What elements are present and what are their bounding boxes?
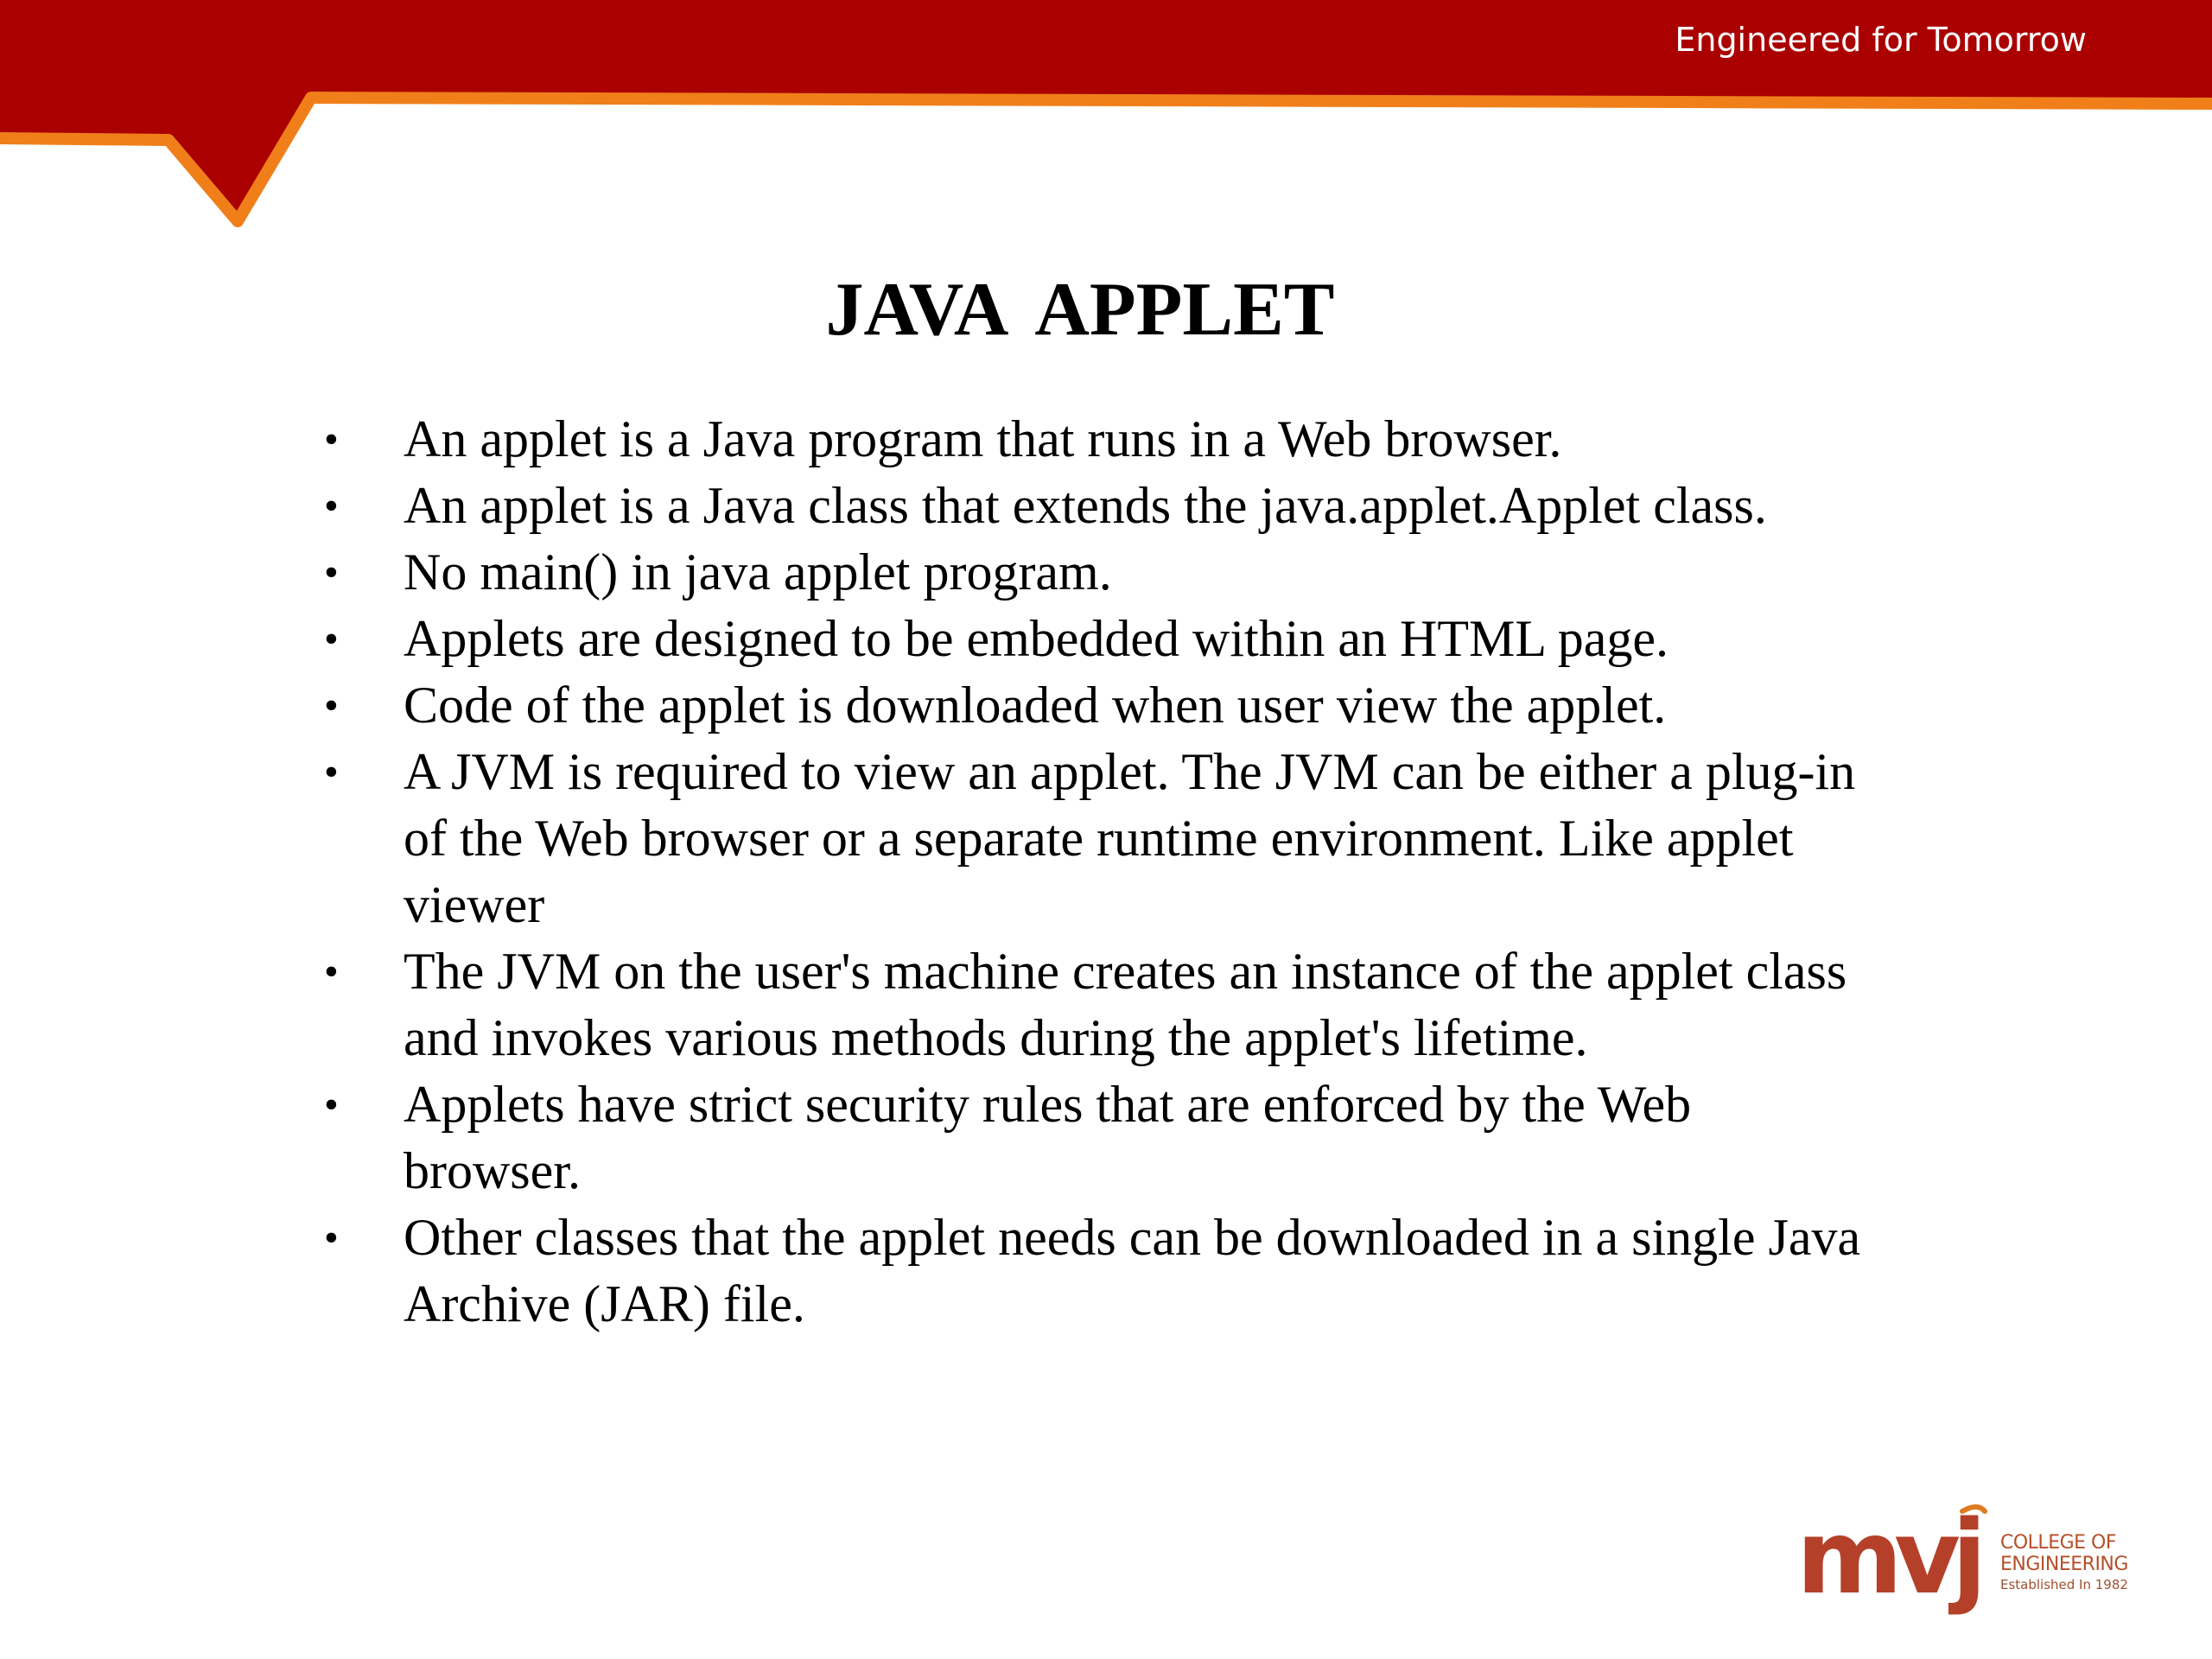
mvj-logo-icon bbox=[1793, 1499, 2000, 1620]
bullet-item bbox=[324, 606, 1879, 672]
bullet-icon: • bbox=[324, 1082, 339, 1128]
bullet-text: A JVM is required to view an applet. The JVM can be either a plug-in of the Web browser or a separate runtime environment. Like applet viewer bbox=[404, 743, 1856, 933]
bullet-item bbox=[324, 739, 1879, 938]
bullet-icon: • bbox=[324, 749, 339, 795]
bullet-icon: • bbox=[324, 949, 339, 995]
bullet-item bbox=[324, 672, 1879, 739]
bullet-item bbox=[324, 938, 1879, 1071]
bullet-icon: • bbox=[324, 550, 339, 595]
bullet-text: Code of the applet is downloaded when user view the applet. bbox=[404, 677, 1667, 734]
bullet-list bbox=[324, 406, 1879, 1338]
bullet-item bbox=[324, 473, 1879, 539]
bullet-icon: • bbox=[324, 683, 339, 728]
logo-line-established: Established In 1982 bbox=[2000, 1577, 2128, 1592]
bullet-icon: • bbox=[324, 416, 339, 462]
bullet-item bbox=[324, 539, 1879, 606]
banner-orange-stripe bbox=[0, 98, 2212, 221]
logo-line-engineering: ENGINEERING bbox=[2000, 1554, 2128, 1575]
bullet-icon: • bbox=[324, 1215, 339, 1261]
logo-text-block bbox=[2000, 1532, 2128, 1594]
logo-line-college: COLLEGE OF bbox=[2000, 1532, 2117, 1554]
bullet-text: Other classes that the applet needs can be downloaded in a single Java Archive (JAR) file. bbox=[404, 1209, 1861, 1332]
header-tagline: Engineered for Tomorrow bbox=[1675, 21, 2087, 59]
bullet-text: Applets are designed to be embedded within an HTML page. bbox=[404, 610, 1669, 667]
bullet-text: An applet is a Java class that extends the java.applet.Applet class. bbox=[404, 477, 1767, 534]
bullet-text: An applet is a Java program that runs in a Web browser. bbox=[404, 410, 1562, 467]
bullet-text: The JVM on the user's machine creates an instance of the applet class and invokes various methods during the applet's lifetime. bbox=[404, 943, 1847, 1066]
bullet-text: No main() in java applet program. bbox=[404, 543, 1112, 601]
bullet-icon: • bbox=[324, 483, 339, 529]
slide-title: JAVA APPLET bbox=[825, 268, 1335, 352]
bullet-icon: • bbox=[324, 616, 339, 662]
logo-mark-text: mvj bbox=[1796, 1499, 1979, 1617]
bullet-item bbox=[324, 1205, 1879, 1338]
college-logo bbox=[1793, 1499, 2156, 1620]
bullet-item bbox=[324, 406, 1879, 473]
bullet-item bbox=[324, 1071, 1879, 1205]
bullet-text: Applets have strict security rules that are enforced by the Web browser. bbox=[404, 1076, 1692, 1199]
